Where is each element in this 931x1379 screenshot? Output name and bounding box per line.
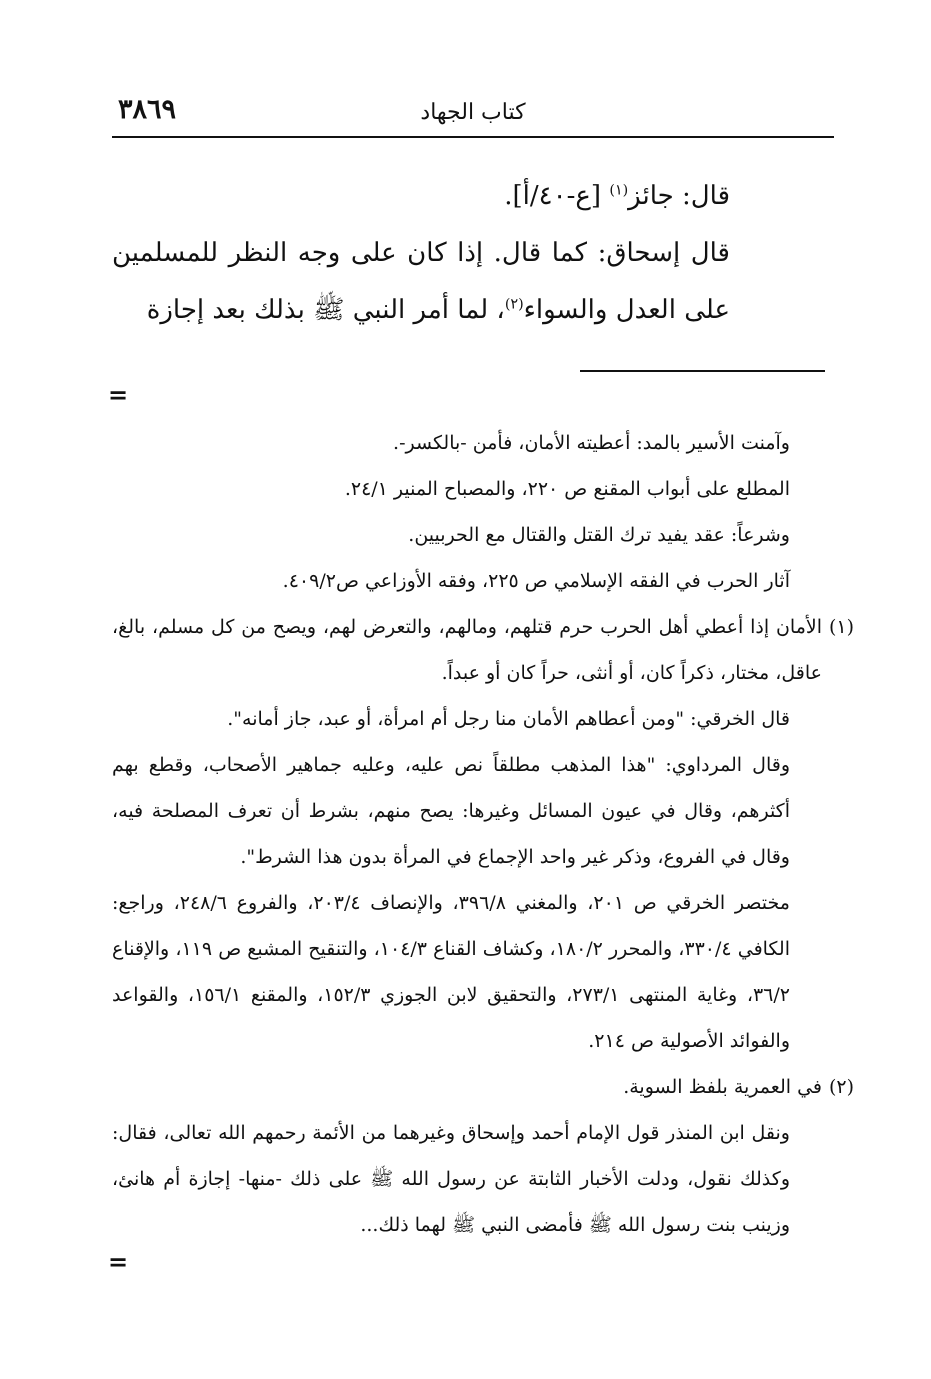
main-line-1 <box>112 168 730 225</box>
main-line-1-text: قال: جائز <box>628 181 730 211</box>
footnote-1-number: (١) <box>828 616 854 638</box>
continued-footnote-line-1: وآمنت الأسير بالمد: أعطيته الأمان، فأمن -بالكسر-. <box>393 432 790 454</box>
footnote-1 <box>112 604 854 696</box>
footnote-1-text: الأمان إذا أعطي أهل الحرب حرم قتلهم، ومالهم، والتعرض لهم، ويصح من كل مسلم، بالغ، عاقل، مختار، ذكراً كان، أو أنثى، حراً كان أو عبداً. <box>112 616 822 684</box>
footnote-ref-2: (٢) <box>504 296 524 313</box>
footnote-separator-line <box>580 370 825 372</box>
page-header <box>112 92 834 138</box>
footnote-1-kharaqi-quote: قال الخرقي: "ومن أعطاهم الأمان منا رجل أم امرأة، أو عبد، جاز أمانه". <box>227 708 790 730</box>
book-title: كتاب الجهاد <box>420 100 526 125</box>
main-paragraph-2-part2: ، لما أمر النبي ﷺ بذلك بعد إجازة <box>146 295 505 325</box>
footnotes-section <box>112 420 854 1248</box>
continued-footnote-line-3: وشرعاً: عقد يفيد ترك القتل والقتال مع الحربيين. <box>408 524 790 546</box>
footnote-ref-1: (١) <box>609 182 629 199</box>
main-paragraph-2 <box>112 225 730 339</box>
main-text <box>112 168 730 339</box>
main-paragraph-2-part1: قال إسحاق: كما قال. إذا كان على وجه النظر للمسلمين على العدل والسواء <box>112 238 730 325</box>
footnote-2-ibn-mundhir: ونقل ابن المنذر قول الإمام أحمد وإسحاق وغيرهما من الأئمة رحمهم الله تعالى، فقال: وكذلك نقول، ودلت الأخبار الثابتة عن رسول الله ﷺ على ذلك -منها- إجازة أم هانئ، وزينب بنت رسول الله ﷺ فأمضى النبي ﷺ لهما ذلك... <box>112 1122 790 1236</box>
manuscript-ref: [ع-٤٠/أ]. <box>504 181 610 211</box>
footnote-2 <box>112 1064 854 1110</box>
footnote-1-mardawi-quote: وقال المرداوي: "هذا المذهب مطلقاً نص عليه، وعليه جماهير الأصحاب، وقطع بهم أكثرهم، وقال في عيون المسائل وغيرها: يصح منهم، بشرط أن تعرف المصلحة فيه، وقال في الفروع، وذكر غير واحد الإجماع في المرأة بدون هذا الشرط". <box>112 754 790 868</box>
footnote-1-references: مختصر الخرقي ص ٢٠١، والمغني ٣٩٦/٨، والإنصاف ٢٠٣/٤، والفروع ٢٤٨/٦، وراجع: الكافي ٣٣٠/٤، والمحرر ١٨٠/٢، وكشاف القناع ١٠٤/٣، والتنقيح المشبع ص ١١٩، والإقناع ٣٦/٢، وغاية المنتهى ٢٧٣/١، والتحقيق لابن الجوزي ١٥٢/٣، والمقنع ١٥٦/١، والقواعد والفوائد الأصولية ص ٢١٤. <box>112 892 790 1052</box>
continued-footnote-line-4: آثار الحرب في الفقه الإسلامي ص ٢٢٥، وفقه الأوزاعي ص٤٠٩/٢. <box>282 570 790 592</box>
footnote-2-text: في العمرية بلفظ السوية. <box>623 1076 822 1098</box>
continuation-mark-bottom: = <box>108 1247 129 1276</box>
page-number: ٣٨٦٩ <box>118 94 177 125</box>
continued-footnote-line-2: المطلع على أبواب المقنع ص ٢٢٠، والمصباح المنير ٢٤/١. <box>344 478 790 500</box>
footnote-2-number: (٢) <box>828 1076 854 1098</box>
continuation-mark-top: = <box>108 380 129 409</box>
